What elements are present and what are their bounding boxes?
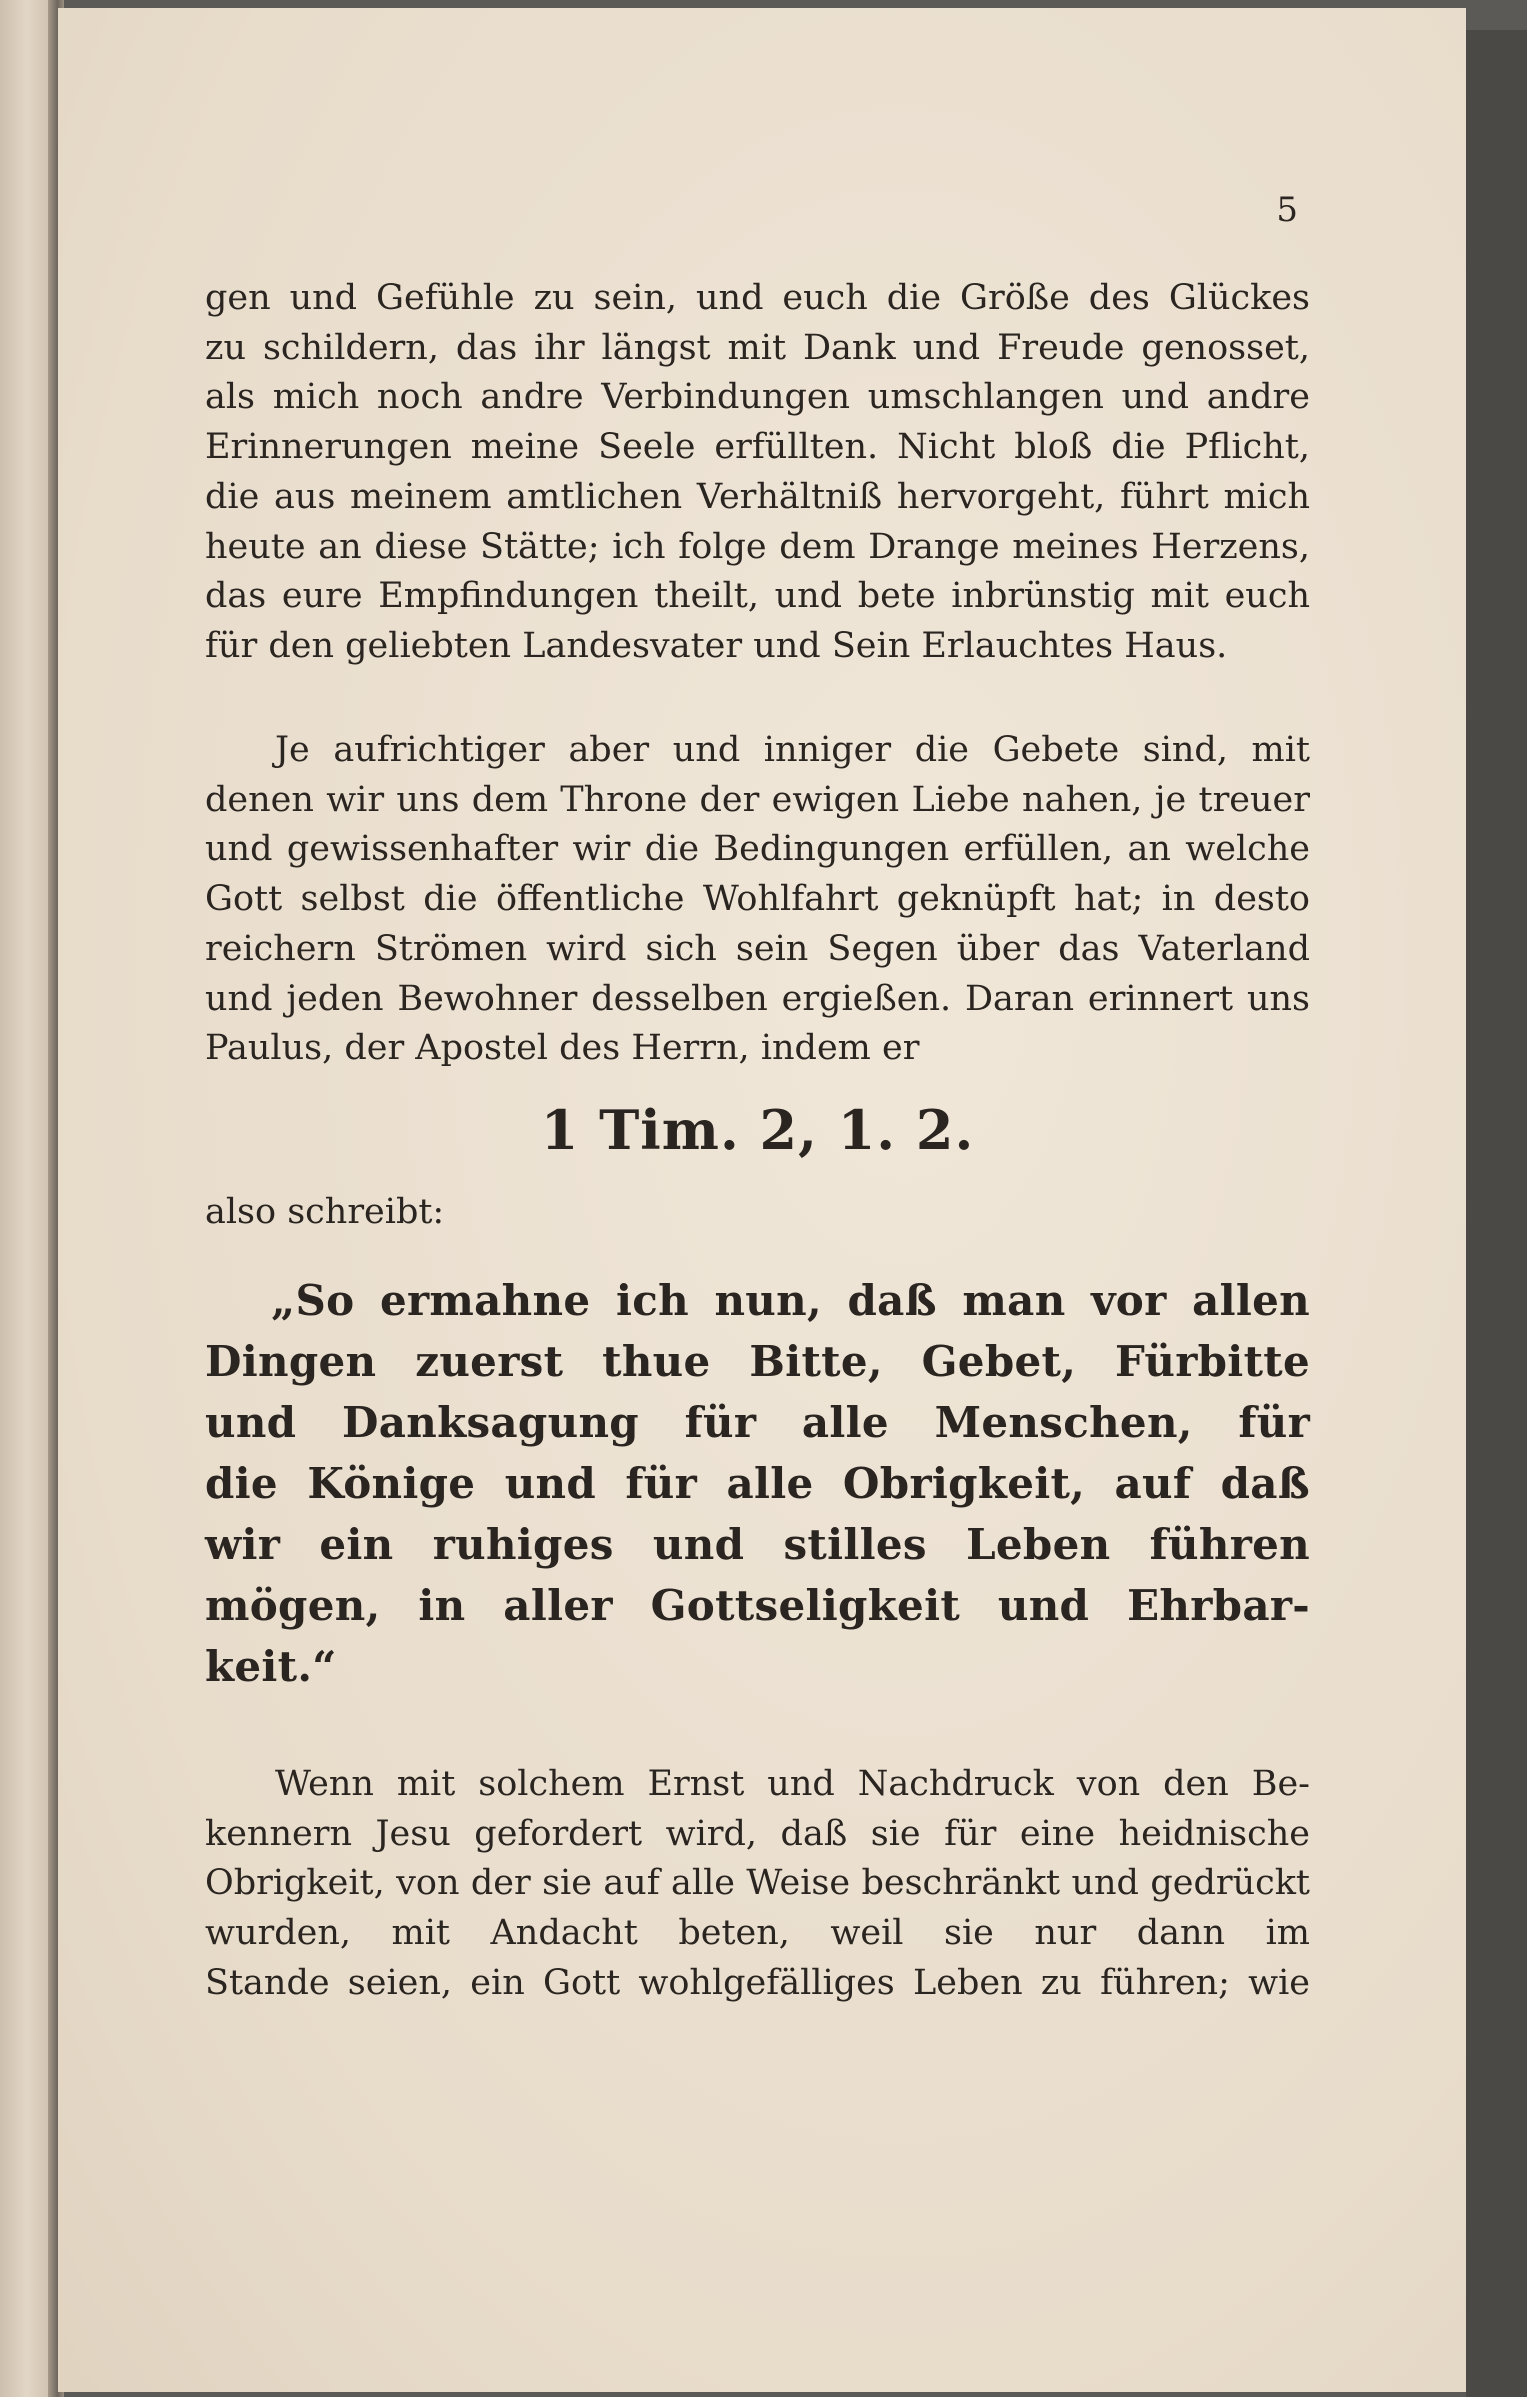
quote-line: und Danksagung für alle Menschen, für (205, 1398, 1310, 1447)
text-line: Obrigkeit, von der sie auf alle Weise beschränkt und gedrückt (205, 1863, 1310, 1904)
text-line: und jeden Bewohner desselben ergießen. Daran erinnert uns (205, 978, 1310, 1019)
bible-quote (205, 1270, 1310, 1697)
text-line: das eure Empfindungen theilt, und bete inbrünstig mit euch (205, 576, 1310, 617)
text-line: Erinnerungen meine Seele erfüllten. Nicht bloß die Pflicht, (205, 427, 1310, 468)
paragraph-1 (205, 274, 1310, 672)
text-line: Stande seien, ein Gott wohlgefälliges Leben zu führen; wie (205, 1962, 1310, 2003)
paragraph-3 (205, 1760, 1310, 2009)
text-line: heute an diese Stätte; ich folge dem Drange meines Herzens, (205, 526, 1310, 567)
text-line: Wenn mit solchem Ernst und Nachdruck von den Be- (275, 1764, 1310, 1804)
quote-line: wir ein ruhiges und stilles Leben führen (205, 1520, 1310, 1569)
quote-line: „So ermahne ich nun, daß man vor allen (271, 1276, 1310, 1325)
text-line: die aus meinem amtlichen Verhältniß hervorgeht, führt mich (205, 476, 1310, 517)
text-line: Paulus, der Apostel des Herrn, indem er (205, 1028, 920, 1069)
quote-line: die Könige und für alle Obrigkeit, auf daß (205, 1459, 1310, 1508)
text-line: reichern Strömen wird sich sein Segen über das Vaterland (205, 928, 1310, 969)
text-line: wurden, mit Andacht beten, weil sie nur dann im (205, 1913, 1310, 1954)
quote-line: mögen, in aller Gottseligkeit und Ehrbar- (205, 1581, 1310, 1630)
book-page (58, 8, 1466, 2392)
text-line: zu schildern, das ihr längst mit Dank und Freude genosset, (205, 327, 1310, 368)
text-line: für den geliebten Landesvater und Sein Erlauchtes Haus. (205, 625, 1228, 666)
text-line: Je aufrichtiger aber und inniger die Gebete sind, mit (275, 730, 1310, 770)
bible-reference: 1 Tim. 2, 1. 2. (540, 1098, 975, 1162)
page-number: 5 (1276, 190, 1298, 230)
text-line: und gewissenhafter wir die Bedingungen erfüllen, an welche (205, 829, 1310, 870)
text-line: als mich noch andre Verbindungen umschlangen und andre (205, 377, 1310, 418)
text-line: Gott selbst die öffentliche Wohlfahrt geknüpft hat; in desto (205, 879, 1310, 920)
paragraph-2 (205, 726, 1310, 1074)
intro-line: also schreibt: (205, 1192, 445, 1232)
text-line: kennern Jesu gefordert wird, daß sie für eine heidnische (205, 1813, 1310, 1854)
quote-line: Dingen zuerst thue Bitte, Gebet, Fürbitte (205, 1337, 1310, 1386)
text-line: gen und Gefühle zu sein, und euch die Größe des Glückes (205, 278, 1310, 318)
scan-background (1466, 30, 1527, 2397)
quote-line: keit.“ (205, 1642, 337, 1691)
text-line: denen wir uns dem Throne der ewigen Liebe nahen, je treuer (205, 779, 1310, 820)
